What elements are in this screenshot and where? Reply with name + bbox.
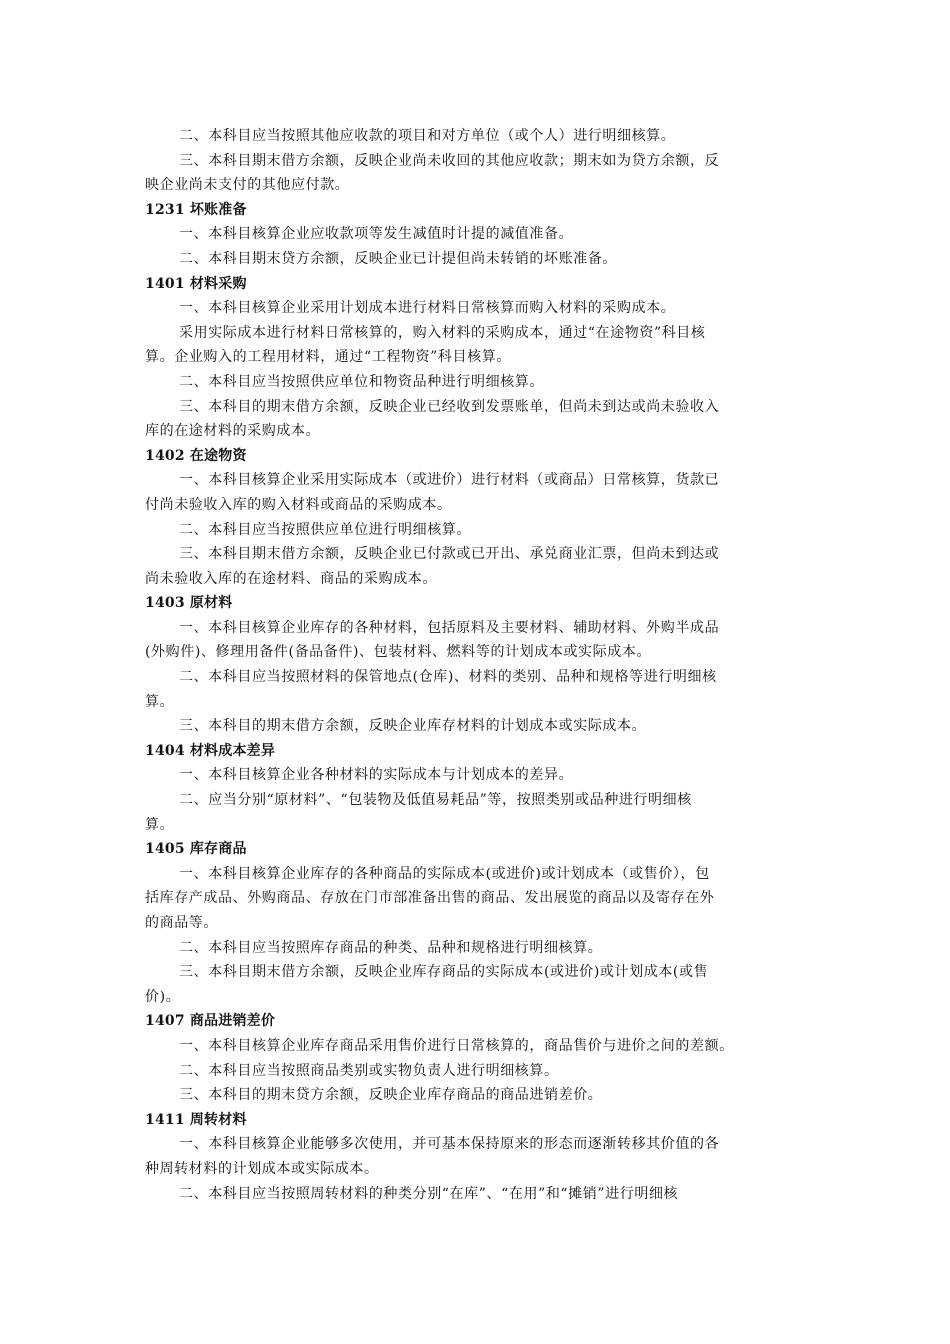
paragraph-line: 算。 xyxy=(145,693,175,710)
paragraph-line: 二、本科目应当按照供应单位和物资品种进行明细核算。 xyxy=(179,373,544,390)
paragraph-line: 一、本科目核算企业库存的各种材料，包括原料及主要材料、辅助材料、外购半成品 xyxy=(179,619,720,636)
paragraph-line: 三、本科目期末借方余额，反映企业已付款或已开出、承兑商业汇票，但尚未到达或 xyxy=(179,546,720,563)
paragraph-line: 算。 xyxy=(145,816,175,833)
section-heading: 1407 商品进销差价 xyxy=(145,1013,276,1030)
paragraph-line: 映企业尚未支付的其他应付款。 xyxy=(145,177,350,194)
section-heading: 1403 原材料 xyxy=(145,595,233,612)
paragraph-line: 括库存产成品、外购商品、存放在门市部准备出售的商品、发出展览的商品以及寄存在外 xyxy=(145,890,715,907)
section-heading: 1404 材料成本差异 xyxy=(145,742,276,759)
paragraph-line: 一、本科目核算企业采用计划成本进行材料日常核算而购入材料的采购成本。 xyxy=(179,300,676,317)
paragraph-line: 一、本科目核算企业应收款项等发生减值时计提的减值准备。 xyxy=(179,226,574,243)
paragraph-line: 尚未验收入库的在途材料、商品的采购成本。 xyxy=(145,570,437,587)
paragraph-line: 一、本科目核算企业库存的各种商品的实际成本(或进价)或计划成本（或售价），包 xyxy=(179,865,710,882)
paragraph-line: 三、本科目的期末贷方余额，反映企业库存商品的商品进销差价。 xyxy=(179,1087,603,1104)
section-heading: 1231 坏账准备 xyxy=(145,201,247,218)
paragraph-line: 二、本科目应当按照商品类别或实物负责人进行明细核算。 xyxy=(179,1062,559,1079)
paragraph-line: 二、本科目应当按照供应单位进行明细核算。 xyxy=(179,521,471,538)
paragraph-line: 一、本科目核算企业各种材料的实际成本与计划成本的差异。 xyxy=(179,767,574,784)
document-body xyxy=(145,124,800,1206)
paragraph-line: 库的在途材料的采购成本。 xyxy=(145,423,321,440)
paragraph-line: 的商品等。 xyxy=(145,915,218,931)
paragraph-line: 一、本科目核算企业采用实际成本（或进价）进行材料（或商品）日常核算，货款已 xyxy=(179,472,720,489)
paragraph-line: 一、本科目核算企业库存商品采用售价进行日常核算的，商品售价与进价之间的差额。 xyxy=(179,1037,734,1054)
paragraph-line: 二、本科目期末贷方余额，反映企业已计提但尚未转销的坏账准备。 xyxy=(179,250,617,267)
paragraph-line: 三、本科目期末借方余额，反映企业库存商品的实际成本(或进价)或计划成本(或售 xyxy=(179,964,709,981)
paragraph-line: 付尚未验收入库的购入材料或商品的采购成本。 xyxy=(145,496,452,513)
paragraph-line: 一、本科目核算企业能够多次使用，并可基本保持原来的形态而逐渐转移其价值的各 xyxy=(179,1136,720,1153)
paragraph-line: 采用实际成本进行材料日常核算的，购入材料的采购成本，通过“在途物资”科目核 xyxy=(179,324,706,341)
paragraph-line: 价)。 xyxy=(145,988,181,1005)
section-heading: 1401 材料采购 xyxy=(145,275,247,292)
paragraph-line: 二、应当分别“原材料”、“包装物及低值易耗品”等，按照类别或品种进行明细核 xyxy=(179,792,692,809)
paragraph-line: 种周转材料的计划成本或实际成本。 xyxy=(145,1160,379,1177)
paragraph-line: 二、本科目应当按照其他应收款的项目和对方单位（或个人）进行明细核算。 xyxy=(179,128,676,144)
section-heading: 1402 在途物资 xyxy=(145,447,247,464)
paragraph-line: 二、本科目应当按照库存商品的种类、品种和规格进行明细核算。 xyxy=(179,939,603,956)
section-heading: 1405 库存商品 xyxy=(145,841,247,858)
paragraph-line: 三、本科目的期末借方余额，反映企业已经收到发票账单，但尚未到达或尚未验收入 xyxy=(179,398,720,415)
paragraph-line: 三、本科目期末借方余额，反映企业尚未收回的其他应收款；期末如为贷方余额，反 xyxy=(179,152,720,169)
paragraph-line: (外购件)、修理用备件(备品备件)、包装材料、燃料等的计划成本或实际成本。 xyxy=(145,644,652,661)
paragraph-line: 二、本科目应当按照周转材料的种类分别“在库”、“在用”和“摊销”进行明细核 xyxy=(179,1185,679,1202)
paragraph-line: 算。企业购入的工程用材料，通过“工程物资”科目核算。 xyxy=(145,349,511,366)
paragraph-line: 二、本科目应当按照材料的保管地点(仓库)、材料的类别、品种和规格等进行明细核 xyxy=(179,669,717,686)
paragraph-line: 三、本科目的期末借方余额，反映企业库存材料的计划成本或实际成本。 xyxy=(179,718,647,735)
section-heading: 1411 周转材料 xyxy=(145,1111,247,1128)
